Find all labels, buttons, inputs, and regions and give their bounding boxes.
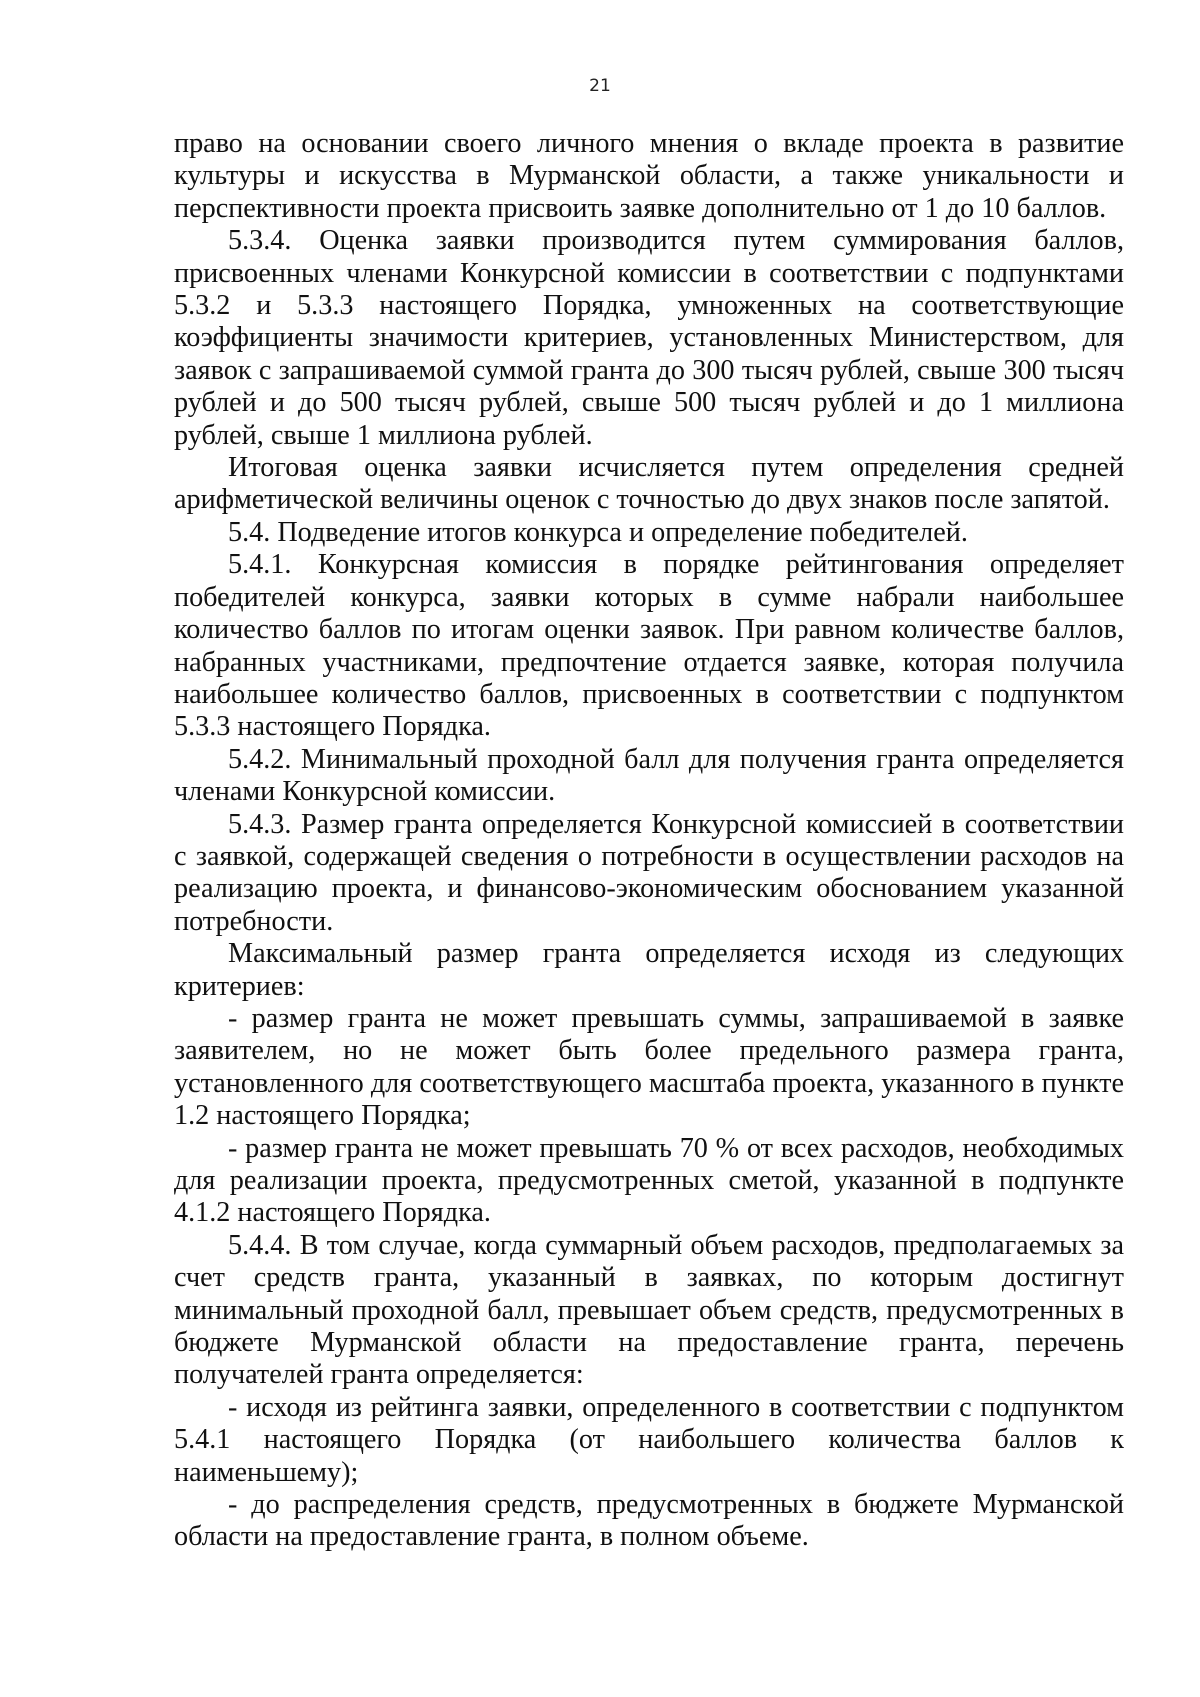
page-number: 21 (589, 76, 611, 96)
paragraph-5-4: 5.4. Подведение итогов конкурса и определение победителей. (228, 516, 968, 548)
list-item-distribution: - до распределения средств, предусмотренных в бюджете Мурманской области на предоставление гранта, в полном объеме. (174, 1489, 1124, 1553)
list-item-rating: - исходя из рейтинга заявки, определенного в соответствии с подпунктом 5.4.1 настоящего Порядка (от наибольшего количества баллов к наименьшему); (174, 1391, 1124, 1488)
paragraph-max-grant: Максимальный размер гранта определяется исходя из следующих критериев: (174, 938, 1124, 1002)
list-item-criterion-2: - размер гранта не может превышать 70 % от всех расходов, необходимых для реализации проекта, предусмотренных сметой, указанной в подпункте 4.1.2 настоящего Порядка. (174, 1132, 1124, 1229)
paragraph-5-4-3: 5.4.3. Размер гранта определяется Конкурсной комиссией в соответствии с заявкой, содержащей сведения о потребности в осуществлении расходов на реализацию проекта, и финансово-экономическим обоснованием указанной потребности. (174, 808, 1124, 937)
paragraph-final-score: Итоговая оценка заявки исчисляется путем определения средней арифметической величины оценок с точностью до двух знаков после запятой. (174, 452, 1124, 516)
paragraph-5-3-4: 5.3.4. Оценка заявки производится путем суммирования баллов, присвоенных членами Конкурсной комиссии в соответствии с подпунктами 5.3.2 и 5.3.3 настоящего Порядка, умноженных на соответствующие коэффициенты значимости критериев, установленных Министерством, для заявок с запрашиваемой суммой гранта до 300 тысяч рублей, свыше 300 тысяч рублей и до 500 тысяч рублей, свыше 500 тысяч рублей и до 1 миллиона рублей, свыше 1 миллиона рублей. (174, 225, 1124, 451)
list-item-criterion-1: - размер гранта не может превышать суммы, запрашиваемой в заявке заявителем, но не может быть более предельного размера гранта, установленного для соответствующего масштаба проекта, указанного в пункте 1.2 настоящего Порядка; (174, 1002, 1124, 1132)
document-body (174, 128, 1124, 1554)
paragraph-continuation: право на основании своего личного мнения о вкладе проекта в развитие культуры и искусства в Мурманской области, а также уникальности и перспективности проекта присвоить заявке дополнительно от 1 до 10 баллов. (174, 128, 1124, 224)
paragraph-5-4-1: 5.4.1. Конкурсная комиссия в порядке рейтингования определяет победителей конкурса, заявки которых в сумме набрали наибольшее количество баллов по итогам оценки заявок. При равном количестве баллов, набранных участниками, предпочтение отдается заявке, которая получила наибольшее количество баллов, присвоенных в соответствии с подпунктом 5.3.3 настоящего Порядка. (174, 549, 1124, 743)
paragraph-5-4-4: 5.4.4. В том случае, когда суммарный объем расходов, предполагаемых за счет средств гранта, указанный в заявках, по которым достигнут минимальный проходной балл, превышает объем средств, предусмотренных в бюджете Мурманской области на предоставление гранта, перечень получателей гранта определяется: (174, 1229, 1124, 1391)
paragraph-5-4-2: 5.4.2. Минимальный проходной балл для получения гранта определяется членами Конкурсной комиссии. (174, 743, 1124, 808)
